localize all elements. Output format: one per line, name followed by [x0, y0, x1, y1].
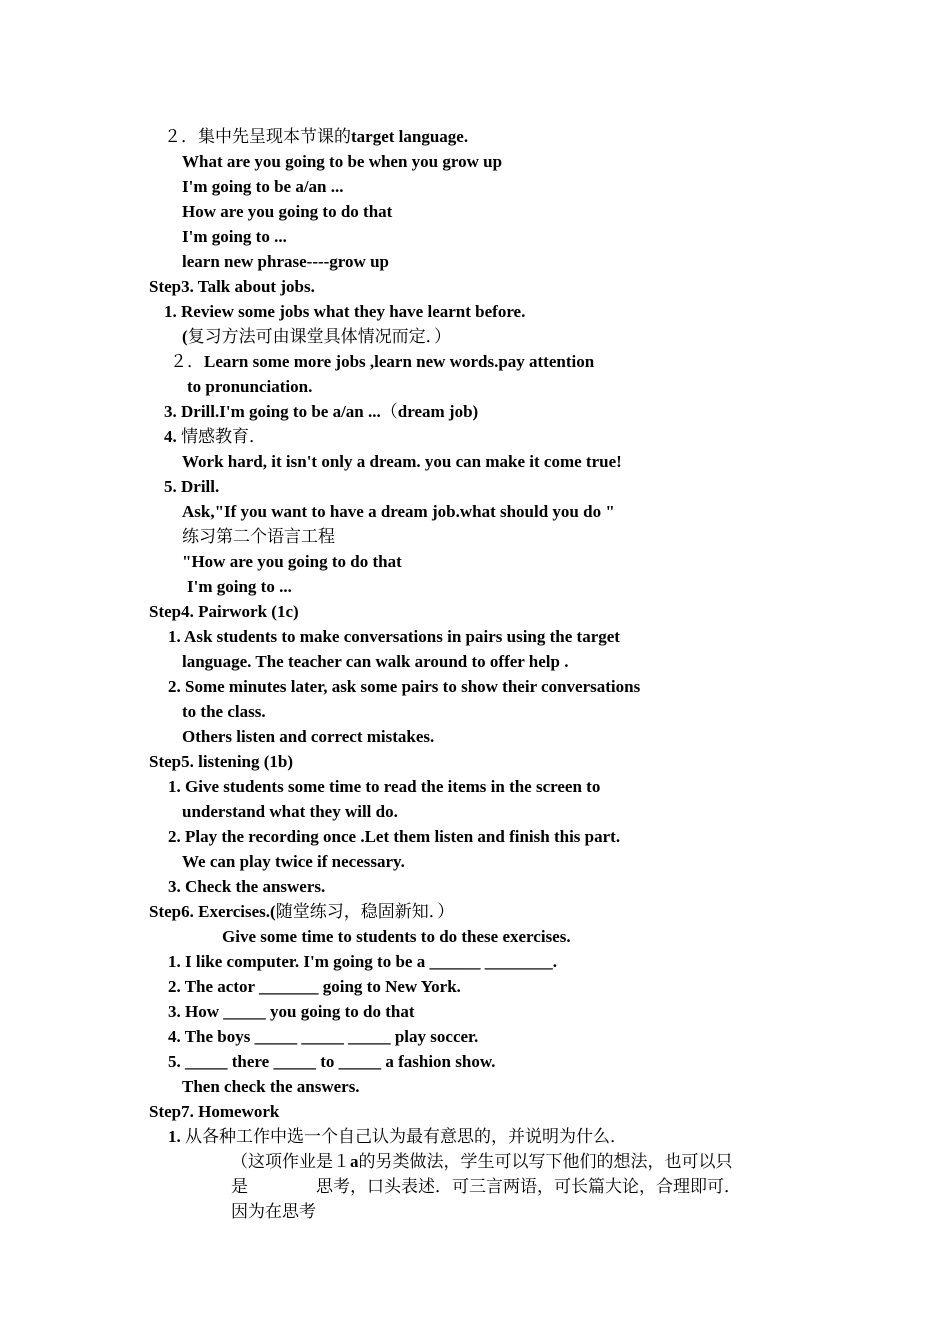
exercise-1: 1. I like computer. I'm going to be a ______ ________.	[168, 952, 557, 971]
line-step3-4: 4. 情感教育．	[164, 427, 266, 446]
line-step5-1: 1. Give students some time to read the items in the screen to	[168, 777, 601, 796]
heading-step4: Step4. Pairwork (1c)	[149, 602, 299, 621]
line-step7-note-2: 是 思考，口头表述．可三言两语，可长篇大论，合理即可．	[231, 1177, 741, 1196]
line-step4-1-cont: language. The teacher can walk around to offer help .	[182, 652, 569, 671]
line-step4-2-cont: to the class.	[182, 702, 266, 721]
heading-step5: Step5. listening (1b)	[149, 752, 294, 771]
line-question-be: What are you going to be when you grow up	[182, 152, 503, 171]
line-answer-do: I'm going to ...	[182, 227, 287, 246]
line-new-phrase: learn new phrase----grow up	[182, 252, 389, 271]
line-step5-3: 3. Check the answers.	[168, 877, 326, 896]
exercise-5: 5. _____ there _____ to _____ a fashion show.	[168, 1052, 496, 1071]
line-step7-note-3: 因为在思考	[231, 1202, 316, 1221]
line-answer-be: I'm going to be a/an ...	[182, 177, 344, 196]
line-step3-5-ask: Ask,"If you want to have a dream job.what should you do "	[182, 502, 615, 521]
line-step3-5-answer: I'm going to ...	[187, 577, 292, 596]
line-step6-intro: Give some time to students to do these exercises.	[222, 927, 571, 946]
line-step3-5: 5. Drill.	[164, 477, 220, 496]
exercise-3: 3. How _____ you going to do that	[168, 1002, 415, 1021]
line-step5-2: 2. Play the recording once .Let them listen and finish this part.	[168, 827, 621, 846]
line-step4-1: 1. Ask students to make conversations in pairs using the target	[168, 627, 620, 646]
line-step3-1: 1. Review some jobs what they have learnt before.	[164, 302, 526, 321]
line-step3-4-motto: Work hard, it isn't only a dream. you can make it come true!	[182, 452, 622, 471]
line-step5-1-cont: understand what they will do.	[182, 802, 398, 821]
line-step3-5-question: "How are you going to do that	[182, 552, 402, 571]
line-question-do: How are you going to do that	[182, 202, 393, 221]
heading-step3: Step3. Talk about jobs.	[149, 277, 315, 296]
line-step5-2-cont: We can play twice if necessary.	[182, 852, 405, 871]
line-step4-2: 2. Some minutes later, ask some pairs to show their conversations	[168, 677, 641, 696]
line-check-answers: Then check the answers.	[182, 1077, 360, 1096]
line-step7-note-1: （这项作业是１a的另类做法，学生可以写下他们的想法，也可以只	[231, 1152, 733, 1171]
line-step3-3: 3. Drill.I'm going to be a/an ...（dream job)	[164, 402, 479, 421]
line-step7-1: 1. 从各种工作中选一个自己认为最有意思的，并说明为什么．	[168, 1127, 627, 1146]
line-step3-2-cont: to pronunciation.	[187, 377, 313, 396]
heading-step6: Step6. Exercises.(随堂练习，稳固新知．）	[149, 902, 455, 921]
line-step4-2-others: Others listen and correct mistakes.	[182, 727, 435, 746]
exercise-4: 4. The boys _____ _____ _____ play soccer.	[168, 1027, 479, 1046]
line-step3-5-note: 练习第二个语言工程	[182, 527, 335, 546]
exercise-2: 2. The actor _______ going to New York.	[168, 977, 461, 996]
heading-step7: Step7. Homework	[149, 1102, 280, 1121]
line-step3-2: ２．Learn some more jobs ,learn new words.pay attention	[170, 352, 595, 371]
line-target-language: ２．集中先呈现本节课的target language.	[164, 127, 469, 146]
line-step3-1-note: (复习方法可由课堂具体情况而定．）	[182, 327, 452, 346]
